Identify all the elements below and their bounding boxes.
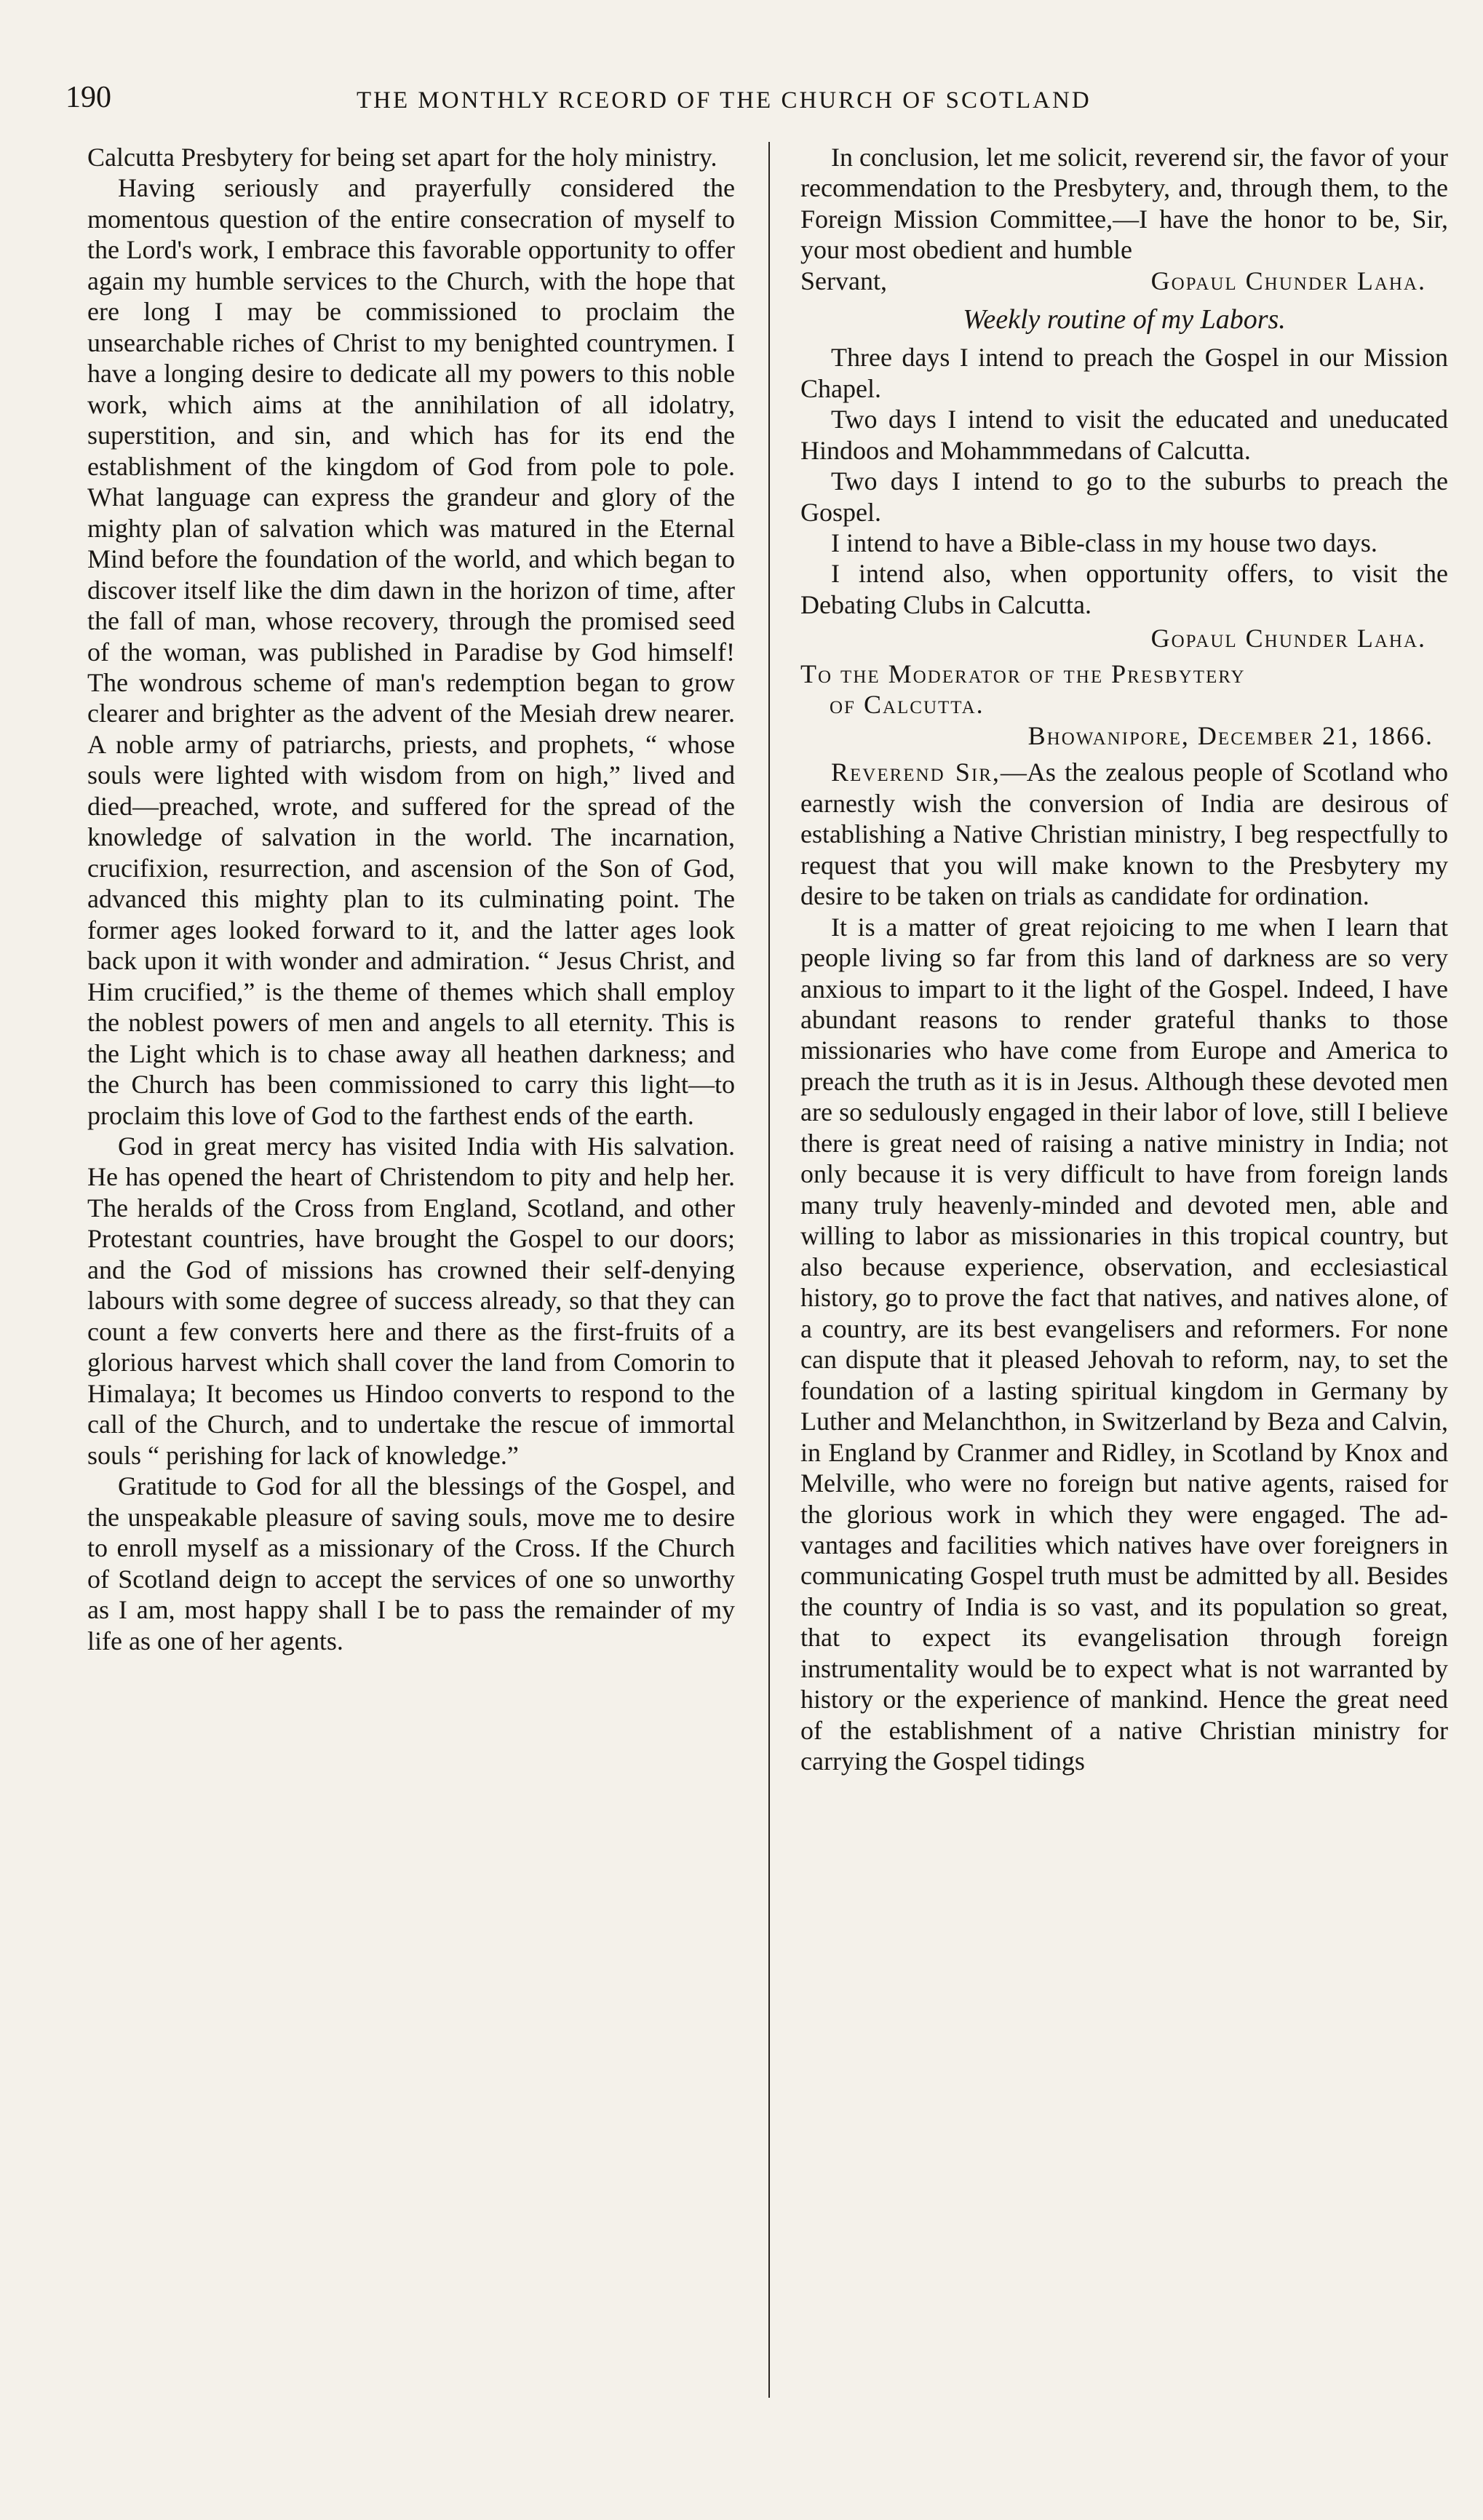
left-paragraph-india: God in great mercy has visited India with His salvation. He has opened the heart of Christendom to pity and help her. The heralds of the Cross from England, Scotland, and other Protestant countries, have brought the Gospel to our doors; and the God of missions has crowned their self-denying labours with some degree of success already, so that they can count a few converts here and there as the first-fruits of a glorious harvest which shall cover the land from Comorin to Himalaya; It becomes us Hindoo converts to respond to the call of the Church, and to undertake the rescue of immortal souls “ perishing for lack of knowledge.” bbox=[87, 1132, 735, 1470]
right-paragraph-native-ministry: It is a matter of great rejoicing to me when I learn that people living so far from this land of darkness are so very anxious to impart to it the light of the Gospel. Indeed, I have abundant reasons to render grateful thanks to those missionaries who have come from Europe and America to preach the truth as it is in Jesus. Although these devoted men are so sedulously engaged in their labor of love, still I believe there is great need of raising a native ministry in India; not only because it is very difficult to have from foreign lands many truly heavenly-minded and devoted men, able and willing to labor as missionaries in this tropical country, but also because experience, observation, and ecclesiastical history, go to prove the fact that natives, and natives alone, of a country, are its best evangelisers and reformers. For none can dispute that it pleased Jehovah to reform, nay, to set the foundation of a lasting spiritual kingdom in Germany by Luther and Melanchthon, in Switzerland by Beza and Calvin, in England by Cranmer and Ridley, in Scotland by Knox and Melville, who were no foreign but native agents, raised for the glorious work in which they were engaged. The advantages and facilities which natives have over foreigners in communicating Gospel truth must be admitted by all. Besides the country of India is so vast, and its population so great, that to expect its evangelisation through foreign instrumentality would be to expect what is not warranted by history or the experience of mankind. Hence the great need of the establishment of a native Christian ministry for carrying the Gospel tidings bbox=[800, 912, 1448, 1776]
signature-gopaul-1: Gopaul Chunder Laha. bbox=[1150, 266, 1426, 295]
signature-gopaul-2: Gopaul Chunder Laha. bbox=[1150, 624, 1426, 653]
text-columns bbox=[87, 142, 1455, 2471]
routine-item-visit: Two days I intend to visit the educated and uneducated Hindoos and Mohammmedans of Calcutta. bbox=[800, 405, 1448, 465]
request-text: —As the zealous people of Scotland who earnestly wish the conversion of India are desirous of establishing a Native Christian ministry, I beg respectfully to request that you will make known to the Presbytery my desire to be taken on trials as candidate for ordination. bbox=[800, 758, 1448, 911]
column-divider bbox=[768, 142, 770, 2398]
address-line-2: of Calcutta. bbox=[830, 690, 985, 720]
running-head bbox=[65, 80, 1434, 124]
left-column bbox=[87, 142, 735, 1656]
routine-item-suburbs: Two days I intend to go to the suburbs to preach the Gospel. bbox=[800, 466, 1448, 527]
routine-item-bible-class: I intend to have a Bible-class in my house two days. bbox=[831, 528, 1377, 557]
routine-item-chapel: Three days I intend to preach the Gospel in our Mission Chapel. bbox=[800, 343, 1448, 403]
left-paragraph-consecration: Having seriously and prayerfully considered the momentous question of the entire consecration of myself to the Lord's work, I embrace this favorable opportunity to offer again my humble services to the Church, with the hope that ere long I may be commissioned to proclaim the unsearchable riches of Christ to my benighted countrymen. I have a longing desire to dedicate all my powers to this noble work, which aims at the annihilation of all idolatry, superstition, and sin, and which has for its end the establishment of the kingdom of God from pole to pole. What language can express the grandeur and glory of the mighty plan of salvation which was matured in the Eternal Mind before the foundation of the world, and which began to discover itself like the dim dawn in the horizon of time, after the fall of man, whose recovery, through the promised seed of the woman, was published in Paradise by God himself! The wondrous scheme of man's redemption began to grow clearer and brighter as the advent of the Mesiah drew nearer. A noble army of patriarchs, priests, and prophets, “ whose souls were lighted with wisdom from on high,” lived and died—preached, wrote, and suffered for the spread of the knowledge of salvation in the world. The incarnation, crucifixion, resurrection, and ascension of the Son of God, advanced this mighty plan to its culminating point. The former ages looked forward to it, and the latter ages look back upon it with wonder and admiration. “ Jesus Christ, and Him crucified,” is the theme of themes which shall employ the noblest powers of men and angels to all eternity. This is the Light which is to chase away all heathen darkness; and the Church has been commissioned to carry this light—to proclaim this love of God to the farthest ends of the earth. bbox=[87, 173, 735, 1130]
routine-item-debating: I intend also, when opportunity offers, to visit the Debating Clubs in Calcutta. bbox=[800, 559, 1448, 619]
salutation: Reverend Sir, bbox=[831, 758, 1001, 787]
right-column bbox=[800, 142, 1448, 1777]
address-block bbox=[800, 659, 1448, 720]
left-paragraph-continued: Calcutta Presbytery for being set apart for the holy ministry. bbox=[87, 143, 717, 172]
right-paragraph-request bbox=[800, 757, 1448, 911]
weekly-routine-heading: Weekly routine of my Labors. bbox=[963, 304, 1286, 335]
page-number: 190 bbox=[65, 81, 111, 114]
journal-title: THE MONTHLY RCEORD OF THE CHURCH OF SCOTLAND bbox=[357, 87, 1092, 114]
right-paragraph-conclusion: In conclusion, let me solicit, reverend sir, the favor of your recommendation to the Presbytery, and, through them, to the Foreign Mission Committee,—I have the honor to be, Sir, your most obedient and humble bbox=[800, 143, 1448, 265]
closing-signature-line bbox=[800, 266, 1448, 296]
address-line-1: To the Moderator of the Presbytery bbox=[800, 659, 1246, 688]
letter-dateline: Bhowanipore, December 21, 1866. bbox=[1027, 720, 1434, 750]
servant-word: Servant, bbox=[800, 266, 887, 295]
left-paragraph-gratitude: Gratitude to God for all the blessings of the Gospel, and the unspeakable pleasure of saving souls, move me to desire to enroll myself as a missionary of the Cross. If the Church of Scotland deign to accept the services of one so unworthy as I am, most happy shall I be to pass the remainder of my life as one of her agents. bbox=[87, 1471, 735, 1656]
